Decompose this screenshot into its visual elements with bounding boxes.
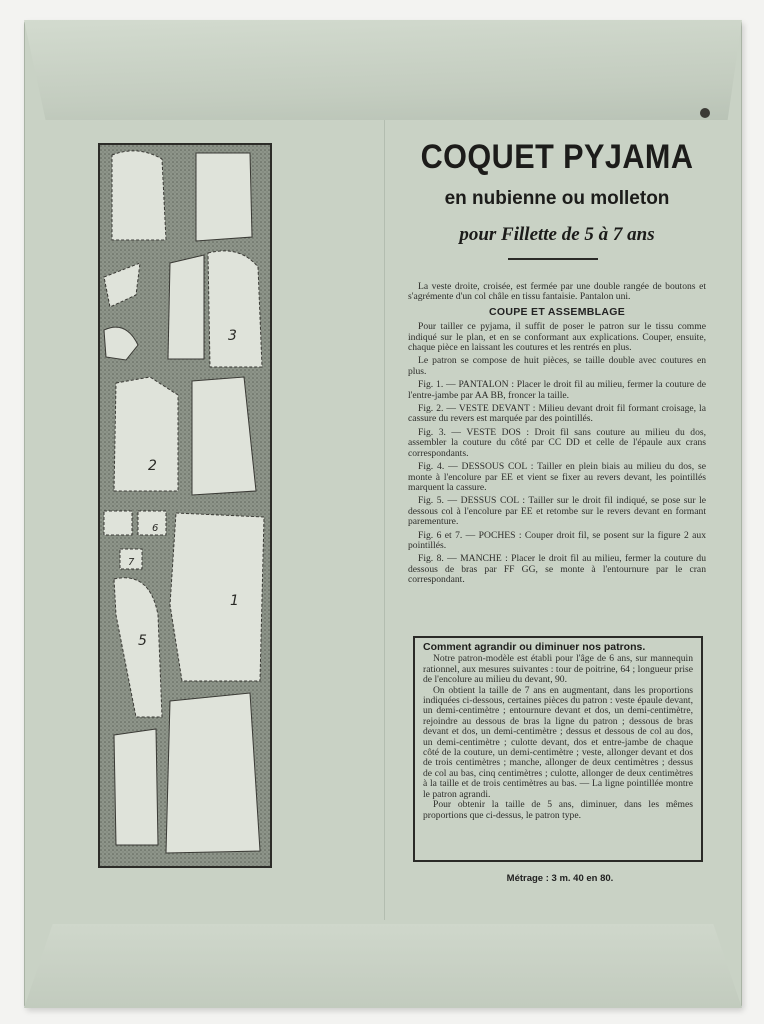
section-title: COUPE ET ASSEMBLAGE	[489, 305, 625, 318]
piece-plain-5	[166, 693, 260, 853]
instruction-paragraph: Pour tailler ce pyjama, il suffit de poser le patron sur le tissu comme indiqué sur le plan, et en se conformant aux explications. Couper, ensuite, chaque pièce en laissant les coutures et les rentrés en plus.	[408, 321, 706, 354]
piece-back	[208, 251, 262, 367]
pattern-label-3: 3	[228, 328, 237, 344]
instructions	[408, 282, 706, 589]
pattern-label-5: 5	[138, 633, 147, 649]
pattern-layout-diagram	[98, 143, 272, 868]
fabric-yardage: Métrage : 3 m. 40 en 80.	[506, 873, 614, 884]
page-title: COQUET PYJAMA	[420, 138, 694, 176]
title-rule	[508, 258, 598, 260]
pattern-label-7: 7	[128, 557, 135, 568]
resize-instructions-box	[413, 636, 703, 862]
box-paragraph: Notre patron-modèle est établi pour l'âge de 6 ans, sur mannequin rationnel, aux mesures suivantes : tour de poitrine, 64 ; longueur prise de l'encolure au milieu du devant, 90.	[423, 653, 693, 686]
pattern-label-1: 1	[230, 593, 239, 609]
box-title: Comment agrandir ou diminuer nos patrons.	[423, 641, 646, 653]
instruction-paragraph: Le patron se compose de huit pièces, se taille double avec coutures en plus.	[408, 355, 706, 377]
piece-plain-1	[196, 153, 252, 241]
instruction-paragraph: Fig. 1. — PANTALON : Placer le droit fil au milieu, fermer la couture de l'entre-jambe par AA BB, froncer la taille.	[408, 379, 706, 401]
instruction-paragraph: Fig. 8. — MANCHE : Placer le droit fil au milieu, fermer la couture du dessous de bras par FF GG, se monte à l'entournure par le cran correspondant.	[408, 553, 706, 586]
box-paragraph: On obtient la taille de 7 ans en augmentant, dans les proportions indiquées ci-dessous, certaines pièces du patron : veste épaule devant, un demi-centimètre ; entournure devant et dos, un demi-centimètre, rejoindre au dessous de bras la ligne du patron ; dessous de bras devant et dos, un demi-centimètre ; dessus et dessous de col au dos, un demi-centimètre ; culotte devant, dos et entre-jambe de chaque côté de la couture, un demi-centimètre ; veste, allonger devant et dos de trois centimètres ; manche, allonger de deux centimètres ; dessus de col au bas, cinq centimètres ; culotte, allonger de deux centimètres à la taille et de trois centimètres au bas. — La ligne pointillée montre le patron agrandi.	[423, 684, 693, 800]
piece-plain-3	[168, 255, 204, 359]
piece-trousers	[170, 513, 264, 681]
envelope-seam	[384, 120, 385, 920]
envelope-bottom-flap	[24, 924, 742, 1008]
subtitle-fabric: en nubienne ou molleton	[444, 188, 670, 209]
piece-sleeve	[112, 151, 166, 240]
instruction-paragraph: Fig. 6 et 7. — POCHES : Couper droit fil, se posent sur la figure 2 aux pointillés.	[408, 529, 706, 551]
instruction-paragraph: Fig. 5. — DESSUS COL : Tailler sur le droit fil indiqué, se pose sur le dessous col à l'encolure par EE et retombe sur le revers devant en formant parementure.	[408, 495, 706, 528]
pattern-layout-svg	[100, 145, 270, 866]
pattern-label-6: 6	[152, 523, 159, 534]
piece-plain-6	[114, 729, 158, 845]
instruction-paragraph: Fig. 2. — VESTE DEVANT : Milieu devant droit fil formant croisage, la cassure du revers est marquée par des pointillés.	[408, 403, 706, 425]
box-paragraph: Pour obtenir la taille de 5 ans, diminuer, dans les mêmes proportions que ci-dessus, le patron type.	[423, 799, 693, 821]
envelope-top-flap	[24, 20, 742, 120]
pattern-label-2: 2	[148, 458, 157, 474]
instruction-paragraph: Fig. 4. — DESSOUS COL : Tailler en plein biais au milieu du dos, se monte à l'encolure par EE et vient se fixer au revers devant, les pointillés marquent la cassure.	[408, 461, 706, 493]
intro-paragraph: La veste droite, croisée, est fermée par une double rangée de boutons et s'agrémente d'un col châle en tissu fantaisie. Pantalon uni.	[408, 281, 706, 303]
subtitle-age: pour Fillette de 5 à 7 ans	[459, 224, 655, 245]
piece-front	[114, 377, 178, 491]
piece-pocket-a	[104, 511, 132, 535]
ink-dot	[700, 108, 710, 118]
instruction-paragraph: Fig. 3. — VESTE DOS : Droit fil sans couture au milieu du dos, assembler la couture du côté par CC DD et celle de l'épaule aux crans correspondants.	[408, 426, 706, 459]
